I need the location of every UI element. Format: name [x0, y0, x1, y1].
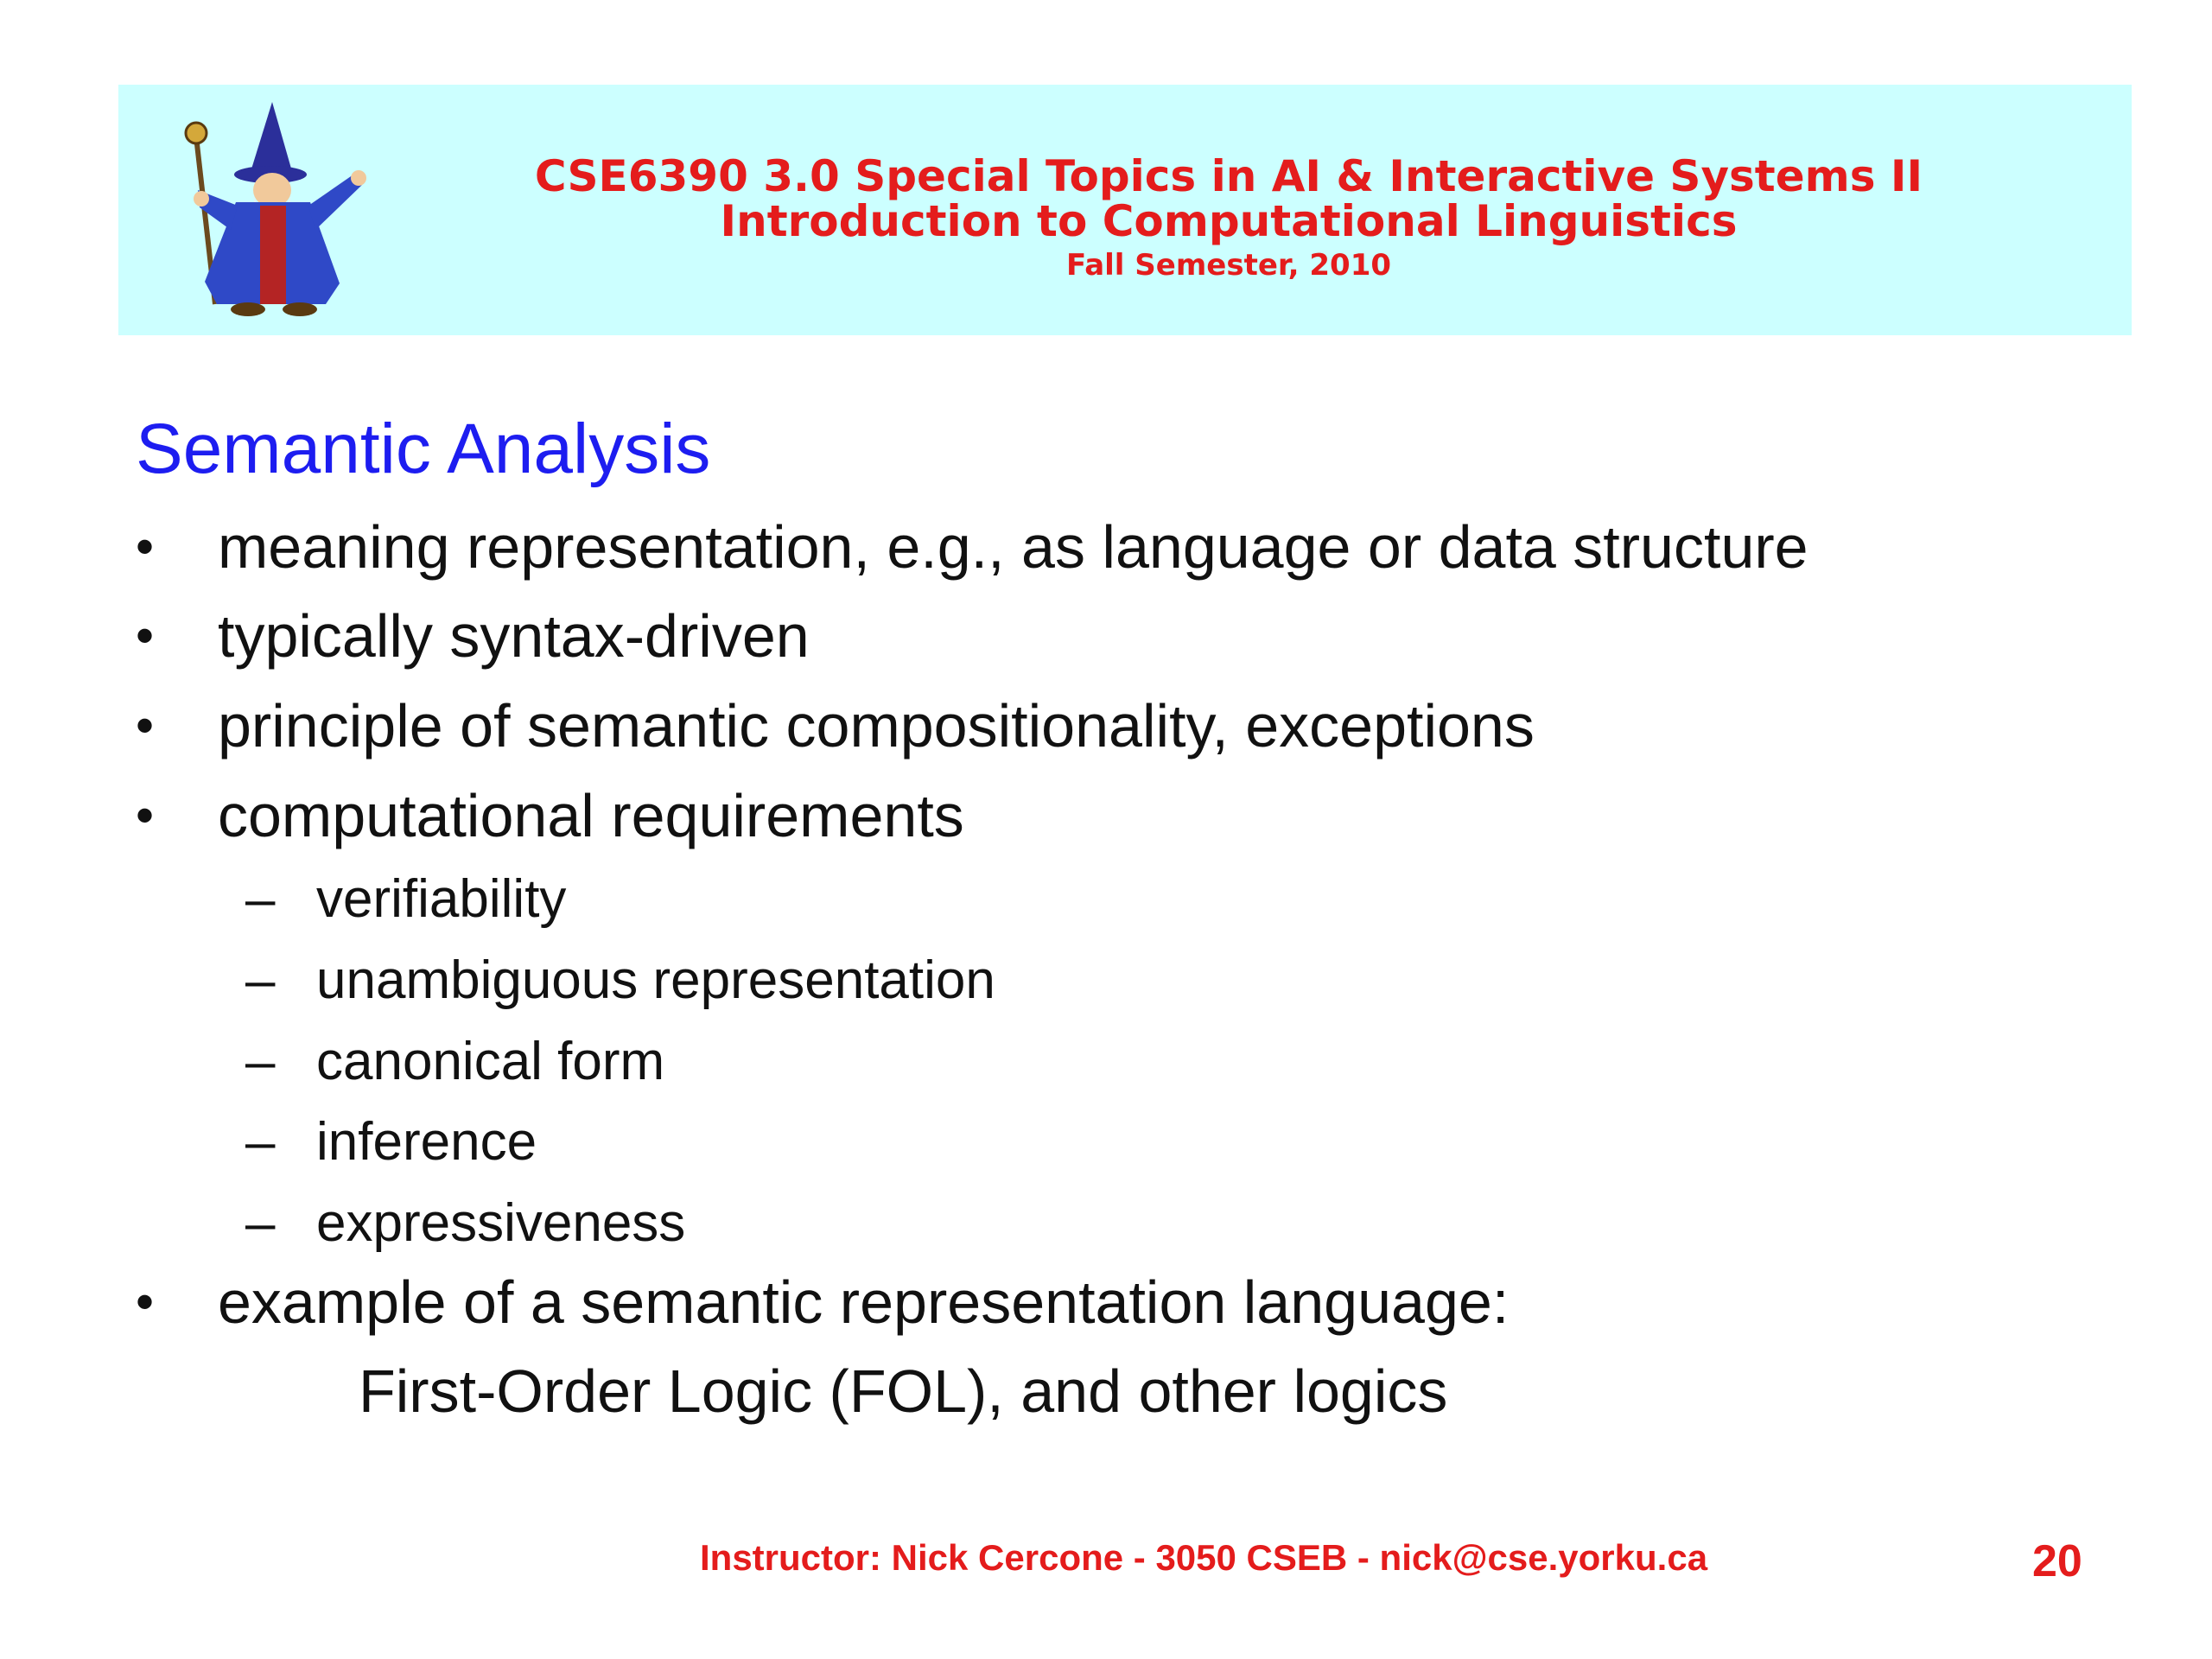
sub-bullet-item	[245, 1030, 665, 1094]
sub-bullet-item	[245, 1110, 537, 1174]
bullet-text: example of a semantic representation language:	[218, 1268, 1510, 1336]
bullet-item	[136, 512, 1808, 582]
bullet-marker: •	[136, 696, 155, 754]
sub-bullet-text: expressiveness	[316, 1193, 686, 1253]
sub-bullet-marker: –	[245, 1032, 276, 1091]
bullet-continuation: First-Order Logic (FOL), and other logics	[359, 1357, 1448, 1425]
bullet-text: meaning representation, e.g., as language or data structure	[218, 513, 1808, 581]
bullet-text: computational requirements	[218, 782, 964, 849]
bullet-item	[136, 1268, 1510, 1337]
footer-instructor: Instructor: Nick Cercone - 3050 CSEB - nick@cse.yorku.ca	[700, 1537, 1708, 1578]
course-subtitle: Introduction to Computational Linguistics	[720, 196, 1738, 246]
course-title: CSE6390 3.0 Special Topics in AI & Interactive Systems II	[534, 151, 1923, 201]
bullet-item	[136, 691, 1535, 760]
sub-bullet-item	[245, 1192, 686, 1255]
sub-bullet-item	[245, 949, 995, 1013]
page-number: 20	[2032, 1536, 2082, 1586]
sub-bullet-text: verifiability	[316, 869, 567, 929]
bullet-text: typically syntax-driven	[218, 602, 810, 670]
sub-bullet-text: canonical form	[316, 1032, 665, 1091]
sub-bullet-marker: –	[245, 1112, 276, 1172]
sub-bullet-text: unambiguous representation	[316, 950, 995, 1010]
bullet-text: principle of semantic compositionality, exceptions	[218, 692, 1535, 760]
sub-bullet-marker: –	[245, 950, 276, 1010]
sub-bullet-marker: –	[245, 1193, 276, 1253]
bullet-marker: •	[136, 518, 155, 575]
sub-bullet-item	[245, 868, 567, 931]
course-term: Fall Semester, 2010	[1065, 248, 1392, 283]
sub-bullet-text: inference	[316, 1112, 537, 1172]
bullet-marker: •	[136, 786, 155, 844]
bullet-item	[136, 781, 964, 850]
slide-title: Semantic Analysis	[136, 410, 711, 488]
sub-bullet-marker: –	[245, 869, 276, 929]
bullet-item	[136, 601, 810, 671]
bullet-marker: •	[136, 1273, 155, 1331]
bullet-marker: •	[136, 607, 155, 664]
